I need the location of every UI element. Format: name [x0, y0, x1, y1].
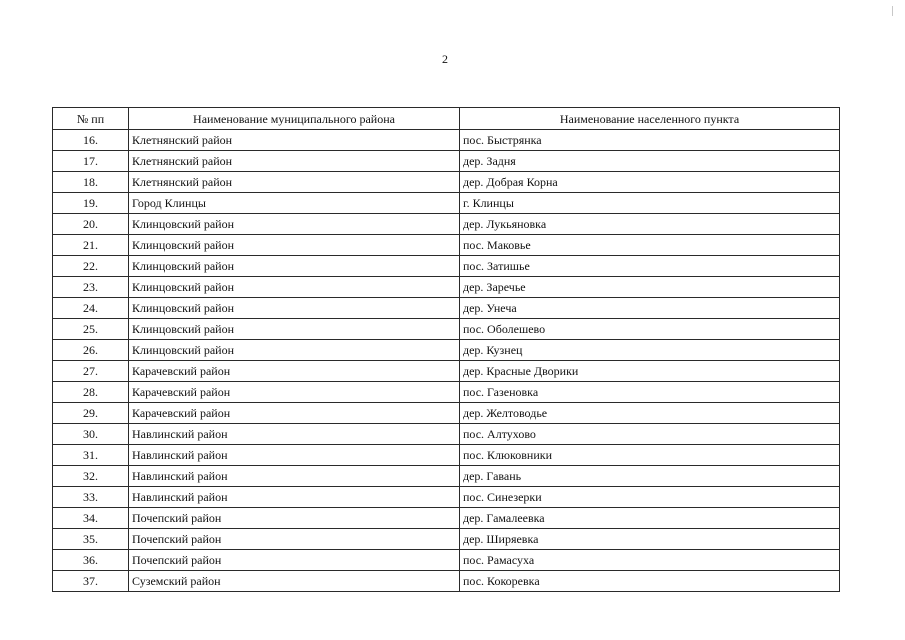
- row-district: Клетнянский район: [129, 151, 460, 172]
- table-header-row: [53, 108, 840, 130]
- row-district: Клетнянский район: [129, 172, 460, 193]
- scan-mark: [892, 6, 893, 16]
- table-row: [53, 550, 840, 571]
- row-settlement: г. Клинцы: [460, 193, 840, 214]
- row-settlement: пос. Кокоревка: [460, 571, 840, 592]
- table-row: [53, 571, 840, 592]
- page-number: 2: [442, 52, 448, 66]
- settlements-table: [52, 107, 840, 592]
- row-settlement: дер. Гамалеевка: [460, 508, 840, 529]
- row-district: Почепский район: [129, 550, 460, 571]
- row-district: Клинцовский район: [129, 340, 460, 361]
- row-settlement: дер. Красные Дворики: [460, 361, 840, 382]
- row-number: 29.: [53, 403, 129, 424]
- row-district: Навлинский район: [129, 487, 460, 508]
- table-row: [53, 193, 840, 214]
- row-number: 17.: [53, 151, 129, 172]
- row-settlement: дер. Желтоводье: [460, 403, 840, 424]
- row-number: 25.: [53, 319, 129, 340]
- row-district: Карачевский район: [129, 382, 460, 403]
- row-settlement: пос. Затишье: [460, 256, 840, 277]
- row-number: 30.: [53, 424, 129, 445]
- table-row: [53, 214, 840, 235]
- row-district: Навлинский район: [129, 466, 460, 487]
- table-row: [53, 319, 840, 340]
- table-row: [53, 298, 840, 319]
- row-district: Клинцовский район: [129, 214, 460, 235]
- table-body: [53, 130, 840, 592]
- row-number: 35.: [53, 529, 129, 550]
- row-number: 23.: [53, 277, 129, 298]
- row-number: 24.: [53, 298, 129, 319]
- row-settlement: дер. Унеча: [460, 298, 840, 319]
- table-row: [53, 151, 840, 172]
- row-district: Карачевский район: [129, 403, 460, 424]
- row-number: 26.: [53, 340, 129, 361]
- row-settlement: пос. Маковье: [460, 235, 840, 256]
- row-settlement: пос. Клюковники: [460, 445, 840, 466]
- row-settlement: дер. Добрая Корна: [460, 172, 840, 193]
- row-district: Клинцовский район: [129, 298, 460, 319]
- row-number: 31.: [53, 445, 129, 466]
- row-district: Клинцовский район: [129, 256, 460, 277]
- row-settlement: пос. Быстрянка: [460, 130, 840, 151]
- header-settlement: Наименование населенного пункта: [460, 108, 840, 130]
- row-number: 33.: [53, 487, 129, 508]
- row-number: 19.: [53, 193, 129, 214]
- row-settlement: пос. Алтухово: [460, 424, 840, 445]
- table-row: [53, 487, 840, 508]
- row-district: Почепский район: [129, 508, 460, 529]
- row-settlement: дер. Кузнец: [460, 340, 840, 361]
- table-row: [53, 172, 840, 193]
- row-number: 20.: [53, 214, 129, 235]
- row-district: Клинцовский район: [129, 277, 460, 298]
- row-settlement: пос. Синезерки: [460, 487, 840, 508]
- table-row: [53, 361, 840, 382]
- row-number: 21.: [53, 235, 129, 256]
- table-row: [53, 235, 840, 256]
- table-row: [53, 277, 840, 298]
- row-district: Суземский район: [129, 571, 460, 592]
- row-number: 27.: [53, 361, 129, 382]
- row-district: Клинцовский район: [129, 319, 460, 340]
- table-row: [53, 340, 840, 361]
- row-settlement: дер. Заречье: [460, 277, 840, 298]
- table-row: [53, 508, 840, 529]
- table-row: [53, 382, 840, 403]
- header-district: Наименование муниципального района: [129, 108, 460, 130]
- row-district: Город Клинцы: [129, 193, 460, 214]
- row-number: 16.: [53, 130, 129, 151]
- row-number: 22.: [53, 256, 129, 277]
- row-number: 28.: [53, 382, 129, 403]
- row-settlement: пос. Газеновка: [460, 382, 840, 403]
- row-settlement: дер. Гавань: [460, 466, 840, 487]
- row-district: Клетнянский район: [129, 130, 460, 151]
- header-number: № пп: [53, 108, 129, 130]
- row-settlement: дер. Лукьяновка: [460, 214, 840, 235]
- row-district: Почепский район: [129, 529, 460, 550]
- row-district: Навлинский район: [129, 445, 460, 466]
- row-district: Навлинский район: [129, 424, 460, 445]
- table-row: [53, 529, 840, 550]
- row-district: Клинцовский район: [129, 235, 460, 256]
- row-settlement: дер. Задня: [460, 151, 840, 172]
- table-row: [53, 445, 840, 466]
- row-district: Карачевский район: [129, 361, 460, 382]
- table-row: [53, 256, 840, 277]
- table-row: [53, 466, 840, 487]
- row-settlement: дер. Ширяевка: [460, 529, 840, 550]
- row-settlement: пос. Рамасуха: [460, 550, 840, 571]
- table-row: [53, 403, 840, 424]
- row-number: 34.: [53, 508, 129, 529]
- row-number: 32.: [53, 466, 129, 487]
- table-row: [53, 424, 840, 445]
- row-number: 18.: [53, 172, 129, 193]
- table-row: [53, 130, 840, 151]
- row-settlement: пос. Оболешево: [460, 319, 840, 340]
- row-number: 37.: [53, 571, 129, 592]
- row-number: 36.: [53, 550, 129, 571]
